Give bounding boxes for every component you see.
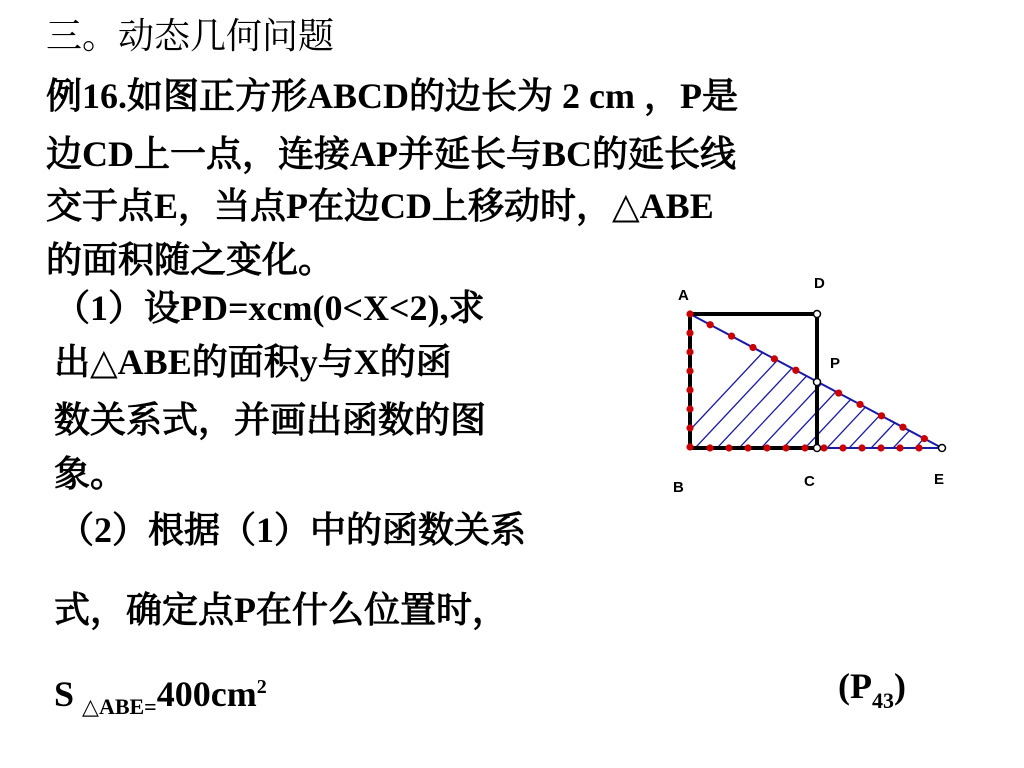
question1-line-3: 数关系式，并画出函数的图	[54, 400, 487, 440]
label-c: C	[804, 473, 815, 490]
edge-dot	[899, 424, 906, 431]
hatch-line	[704, 302, 854, 462]
hatch-line	[858, 302, 970, 462]
section-heading: 三。动态几何问题	[46, 16, 335, 56]
problem-line-4: 的面积随之变化。	[46, 240, 335, 280]
hatch-line	[902, 302, 970, 462]
area-subscript: △ABE=	[82, 694, 157, 719]
point-d-marker	[814, 311, 821, 318]
point-p-marker	[814, 379, 821, 386]
square-abcd	[690, 314, 817, 448]
edge-dot	[858, 444, 865, 451]
edge-dot	[686, 424, 693, 431]
edge-dot	[686, 367, 693, 374]
edge-dot	[763, 444, 770, 451]
hatch-line	[682, 302, 832, 462]
problem-line-2: 边CD上一点，连接AP并延长与BC的延长线	[46, 134, 736, 174]
hatch-line	[660, 302, 810, 462]
edge-dot	[725, 444, 732, 451]
area-symbol: S	[54, 674, 75, 714]
ref-page-number: 43	[871, 688, 894, 713]
area-value: 400cm	[156, 674, 257, 714]
hatch-line	[726, 302, 876, 462]
edge-dot	[839, 444, 846, 451]
ref-close: )	[893, 666, 906, 706]
label-p: P	[830, 355, 841, 372]
edge-dot	[686, 443, 693, 450]
edge-dot	[877, 444, 884, 451]
edge-dot	[921, 435, 928, 442]
edge-dot	[896, 444, 903, 451]
edge-dot	[801, 444, 808, 451]
question1-line-4: 象。	[54, 454, 127, 494]
edge-dot	[878, 412, 885, 419]
question1-line-1: （1）设PD=xcm(0<X<2),求	[54, 288, 485, 328]
hatch-line	[968, 302, 970, 462]
edge-dot	[915, 444, 922, 451]
hatch-line	[924, 302, 970, 462]
point-e-marker	[939, 445, 946, 452]
page-reference	[838, 666, 906, 713]
question2-line-2: 式，确定点P在什么位置时，	[54, 590, 508, 630]
point-c-marker	[814, 445, 821, 452]
area-unit-exponent: 2	[256, 676, 267, 698]
hatch-line	[946, 302, 970, 462]
edge-dot	[686, 386, 693, 393]
problem-line-1: 例16.如图正方形ABCD的边长为 2 cm ，P是	[46, 76, 738, 116]
edge-dot	[686, 405, 693, 412]
edge-dot	[706, 444, 713, 451]
edge-dot	[744, 444, 751, 451]
edge-dot	[686, 310, 693, 317]
label-a: A	[678, 287, 689, 304]
edge-dot	[835, 389, 842, 396]
ref-open: (P	[838, 666, 872, 706]
edge-dot	[792, 367, 799, 374]
edge-dot	[686, 329, 693, 336]
label-b: B	[673, 479, 684, 496]
hatch-line	[770, 302, 920, 462]
edge-dot	[686, 348, 693, 355]
question1-line-2: 出△ABE的面积y与X的函	[54, 342, 452, 382]
area-condition	[54, 674, 267, 719]
edge-dot	[857, 401, 864, 408]
edge-dot	[728, 333, 735, 340]
edge-dot	[771, 355, 778, 362]
question2-line-1: （2）根据（1）中的函数关系	[58, 510, 527, 550]
edge-dot	[707, 321, 714, 328]
label-d: D	[814, 275, 825, 292]
label-e: E	[934, 471, 945, 488]
geometry-figure	[640, 262, 970, 502]
edge-dot	[782, 444, 789, 451]
hatch-line	[748, 302, 898, 462]
edge-dot	[820, 444, 827, 451]
problem-line-3: 交于点E，当点P在边CD上移动时，△ABE	[46, 186, 714, 226]
hatch-line	[814, 302, 964, 462]
edge-dot	[749, 344, 756, 351]
